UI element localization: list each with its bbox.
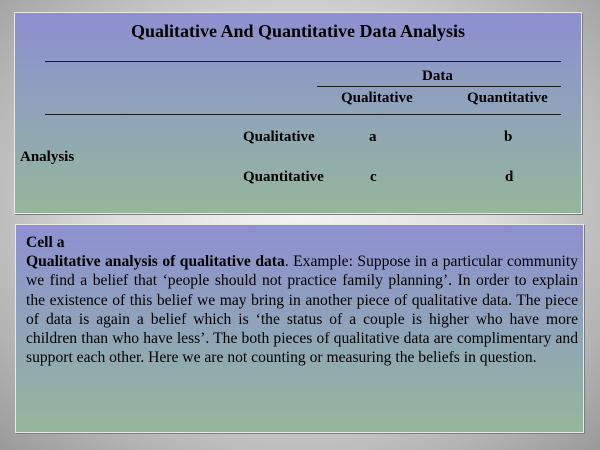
row-label-qualitative: Qualitative [243,129,315,145]
row-group-label: Analysis [20,149,75,165]
column-header-quantitative: Quantitative [467,90,548,106]
body-paragraph: . Example: Suppose in a particular community we find a belief that ‘people should not practice family planning’. In order to explain the existence of this belief we may bring in another piece of qualitative data. The piece of data is again a belief which is ‘the status of a couple is higher who have more children than who have less’. The both pieces of qualitative data are complimentary and support each other. Here we are not counting or measuring the beliefs in question. [26,253,578,367]
cell-a: a [369,129,377,145]
header-rule [45,114,561,115]
lead-phrase: Qualitative analysis of qualitative data [26,253,285,271]
cell-heading: Cell a [26,234,65,251]
table-title: Qualitative And Quantitative Data Analysis [130,21,466,41]
column-group-label: Data [422,68,453,84]
cell-c: c [370,169,377,185]
top-rule [45,61,561,62]
cell-d: d [505,169,514,185]
column-header-qualitative: Qualitative [341,90,413,106]
text-panel [15,224,584,433]
explanation-text [26,233,578,367]
table-panel [14,12,582,214]
column-group-rule [317,86,561,87]
row-label-quantitative: Quantitative [243,169,324,185]
cell-b: b [504,129,513,145]
